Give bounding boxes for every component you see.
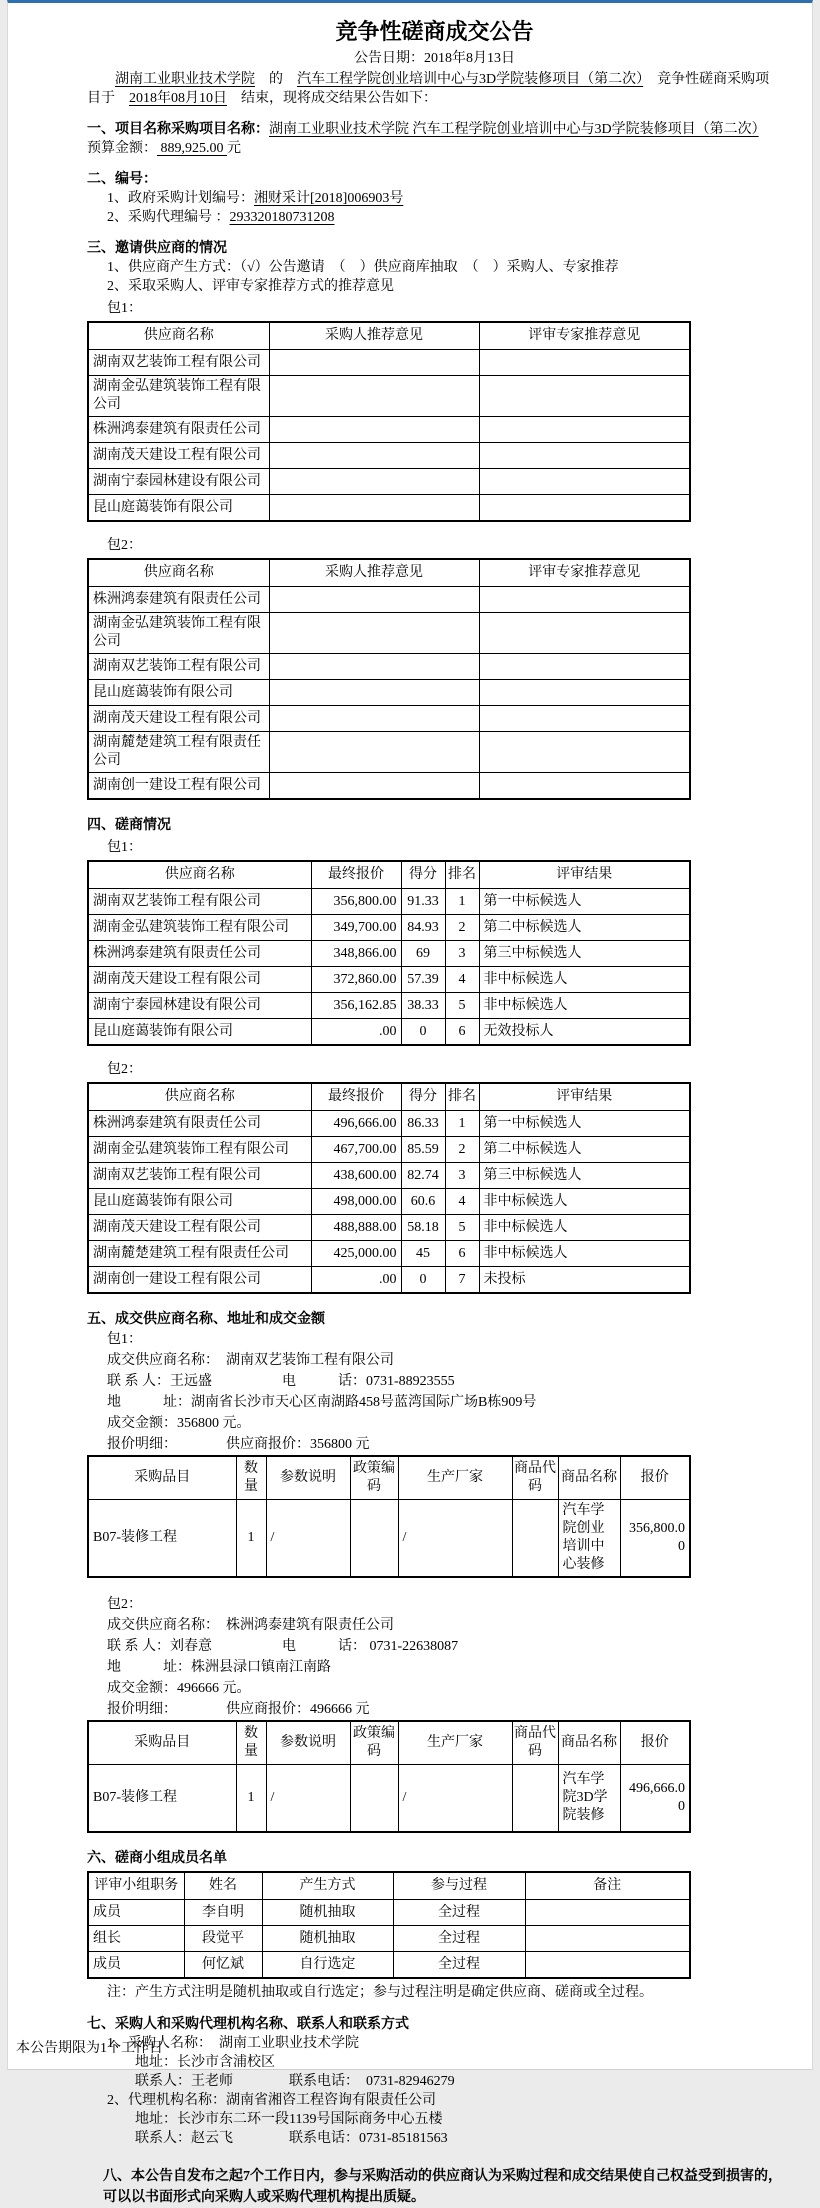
column-header: 产生方式 (262, 1872, 393, 1900)
product-code-cell (512, 1765, 558, 1833)
rank-cell: 4 (445, 1189, 479, 1215)
contact-line: 地址：长沙市东二环一段1139号国际商务中心五楼 (107, 2112, 443, 2127)
process-cell: 全过程 (393, 1900, 525, 1926)
award-bao1-supplier-line: 成交供应商名称： 湖南双艺装饰工程有限公司 (107, 1353, 394, 1368)
param-cell: / (266, 1500, 350, 1578)
purchaser-opinion-cell (269, 417, 479, 443)
expert-opinion-cell (479, 654, 690, 680)
expert-opinion-cell (479, 773, 690, 800)
final-price-cell: 467,700.00 (311, 1137, 401, 1163)
table-row (88, 587, 690, 613)
role-cell: 组长 (88, 1926, 184, 1952)
column-header: 参与过程 (393, 1872, 525, 1900)
section1-heading: 一、项目名称采购项目名称： (87, 122, 269, 137)
column-header: 评审专家推荐意见 (479, 559, 690, 587)
method-cell: 随机抽取 (262, 1900, 393, 1926)
table-row (88, 350, 690, 376)
award-bao1-contact-line: 联 系 人：王远盛 电 话：0731-88923555 (107, 1374, 455, 1389)
negotiation-bao2-label: 包2： (107, 1062, 142, 1077)
announce-date-line: 公告日期：2018年8月13日 (354, 51, 515, 66)
table-row (88, 417, 690, 443)
table-row (88, 654, 690, 680)
supplier-name-cell: 湖南双艺装饰工程有限公司 (88, 1163, 311, 1189)
agent-number-label: 2、采购代理编号 ： (107, 210, 230, 225)
table-row (88, 443, 690, 469)
supplier-name-cell: 湖南金弘建筑装饰工程有限公司 (88, 1137, 311, 1163)
purchaser-opinion-cell (269, 376, 479, 417)
table-row (88, 706, 690, 732)
review-result-cell: 无效投标人 (479, 1019, 690, 1046)
award-bao1-amount-line: 成交金额：356800 元。 (107, 1416, 251, 1431)
review-result-cell: 未投标 (479, 1267, 690, 1294)
table-row (88, 613, 690, 654)
supplier-name-cell: 株洲鸿泰建筑有限责任公司 (88, 941, 311, 967)
policy-code-cell (350, 1765, 398, 1833)
negotiation-bao1-label: 包1： (107, 840, 142, 855)
award-bao2-supplier-line: 成交供应商名称： 株洲鸿泰建筑有限责任公司 (107, 1618, 394, 1633)
buyer-name: 湖南工业职业技术学院 (115, 72, 255, 87)
section6-heading: 六、磋商小组成员名单 (87, 1851, 227, 1866)
expert-opinion-cell (479, 680, 690, 706)
invite-table-header-row (88, 559, 690, 587)
column-header: 采购品目 (88, 1456, 236, 1500)
supplier-name-cell: 湖南双艺装饰工程有限公司 (88, 350, 269, 376)
award-bao1-item-table (87, 1455, 691, 1578)
negotiation-bao1-body (88, 889, 690, 1046)
contact-line: 联系人：王老师 联系电话： 0731-82946279 (107, 2074, 455, 2089)
contact-line: 1、采购人名称： 湖南工业职业技术学院 (107, 2036, 359, 2051)
column-header: 评审专家推荐意见 (479, 322, 690, 350)
supplier-name-cell: 湖南麓楚建筑工程有限责任公司 (88, 732, 269, 773)
invite-bao1-table (87, 321, 691, 522)
negotiation-table-header-row (88, 1083, 690, 1111)
purchaser-opinion-cell (269, 443, 479, 469)
contact-line: 2、代理机构名称：湖南省湘咨工程咨询有限责任公司 (107, 2093, 436, 2108)
award-bao1-address-line: 地 址：湖南省长沙市天心区南湖路458号蓝湾国际广场B栋909号 (107, 1395, 537, 1410)
score-cell: 82.74 (401, 1163, 445, 1189)
table-row (88, 1500, 690, 1578)
supplier-name-cell: 湖南金弘建筑装饰工程有限公司 (88, 613, 269, 654)
award-bao2-label: 包2： (107, 1597, 142, 1612)
review-result-cell: 第一中标候选人 (479, 889, 690, 915)
recommend-opinion-line: 2、采取采购人、评审专家推荐方式的推荐意见 (107, 279, 394, 294)
review-result-cell: 非中标候选人 (479, 1215, 690, 1241)
score-cell: 58.18 (401, 1215, 445, 1241)
table-row (88, 941, 690, 967)
column-header: 政策编码 (350, 1456, 398, 1500)
review-result-cell: 第二中标候选人 (479, 915, 690, 941)
section7-heading: 七、采购人和采购代理机构名称、联系人和联系方式 (87, 2017, 409, 2032)
section5-heading: 五、成交供应商名称、地址和成交金额 (87, 1312, 325, 1327)
purchaser-opinion-cell (269, 680, 479, 706)
final-price-cell: 356,162.85 (311, 993, 401, 1019)
table-row (88, 376, 690, 417)
item-table-header-row (88, 1456, 690, 1500)
table-row (88, 1163, 690, 1189)
table-row (88, 1926, 690, 1952)
table-row (88, 889, 690, 915)
column-header: 排名 (445, 1083, 479, 1111)
expert-opinion-cell (479, 376, 690, 417)
column-header: 供应商名称 (88, 322, 269, 350)
score-cell: 38.33 (401, 993, 445, 1019)
review-result-cell: 第二中标候选人 (479, 1137, 690, 1163)
table-row (88, 1189, 690, 1215)
supplier-name-cell: 株洲鸿泰建筑有限责任公司 (88, 417, 269, 443)
purchaser-opinion-cell (269, 706, 479, 732)
score-cell: 0 (401, 1019, 445, 1046)
column-header: 报价 (620, 1456, 690, 1500)
score-cell: 86.33 (401, 1111, 445, 1137)
committee-body (88, 1900, 690, 1979)
score-cell: 0 (401, 1267, 445, 1294)
member-name-cell: 何忆斌 (184, 1952, 262, 1979)
review-result-cell: 非中标候选人 (479, 1189, 690, 1215)
contact-line: 地址：长沙市含浦校区 (107, 2055, 275, 2070)
product-name-cell: 汽车学院创业培训中心装修 (558, 1500, 620, 1578)
contact-line: 联系人：赵云飞 联系电话：0731-85181563 (107, 2131, 448, 2146)
budget-label: 预算金额： (87, 122, 787, 156)
purchaser-opinion-cell (269, 613, 479, 654)
final-price-cell: 498,000.00 (311, 1189, 401, 1215)
rank-cell: 1 (445, 1111, 479, 1137)
agent-number-value: 293320180731208 (229, 210, 335, 225)
column-header: 评审结果 (479, 1083, 690, 1111)
column-header: 商品名称 (558, 1456, 620, 1500)
column-header: 供应商名称 (88, 559, 269, 587)
intro-paragraph (87, 70, 782, 108)
supplier-name-cell: 湖南创一建设工程有限公司 (88, 1267, 311, 1294)
product-code-cell (512, 1500, 558, 1578)
supplier-name-cell: 湖南金弘建筑装饰工程有限公司 (88, 915, 311, 941)
table-row (88, 773, 690, 800)
purchaser-opinion-cell (269, 350, 479, 376)
column-header: 评审小组职务 (88, 1872, 184, 1900)
table-row (88, 1137, 690, 1163)
table-row (88, 1215, 690, 1241)
table-row (88, 495, 690, 522)
column-header: 排名 (445, 861, 479, 889)
score-cell: 45 (401, 1241, 445, 1267)
column-header: 最终报价 (311, 1083, 401, 1111)
rank-cell: 7 (445, 1267, 479, 1294)
score-cell: 69 (401, 941, 445, 967)
section4-heading: 四、磋商情况 (87, 818, 171, 833)
column-header: 备注 (525, 1872, 690, 1900)
announcement-period-note: 本公告期限为1个工作日 (16, 2041, 163, 2056)
award-bao1-label: 包1： (107, 1332, 142, 1347)
column-header: 参数说明 (266, 1721, 350, 1765)
purchaser-opinion-cell (269, 495, 479, 522)
column-header: 姓名 (184, 1872, 262, 1900)
negotiation-table-header-row (88, 861, 690, 889)
invite-bao1-body (88, 350, 690, 522)
column-header: 最终报价 (311, 861, 401, 889)
final-price-cell: 356,800.00 (311, 889, 401, 915)
table-row (88, 1267, 690, 1294)
score-cell: 85.59 (401, 1137, 445, 1163)
expert-opinion-cell (479, 350, 690, 376)
award-bao2-contact-line: 联 系 人：刘春意 电 话： 0731-22638087 (107, 1639, 459, 1654)
column-header: 参数说明 (266, 1456, 350, 1500)
table-row (88, 1019, 690, 1046)
plan-number-value: 湘财采计[2018]006903号 (254, 191, 404, 206)
award-bao2-amount-line: 成交金额：496666 元。 (107, 1681, 251, 1696)
section8-paragraph: 八、本公告自发布之起7个工作日内，参与采购活动的供应商认为采购过程和成交结果使自己权益受到损害的，可以以书面形式向采购人或采购代理机构提出质疑。 (103, 2169, 782, 2205)
column-header: 采购品目 (88, 1721, 236, 1765)
expert-opinion-cell (479, 706, 690, 732)
score-cell: 84.93 (401, 915, 445, 941)
supplier-name-cell: 湖南麓楚建筑工程有限责任公司 (88, 1241, 311, 1267)
policy-code-cell (350, 1500, 398, 1578)
final-price-cell: 425,000.00 (311, 1241, 401, 1267)
negotiation-bao1-table (87, 860, 691, 1046)
table-row (88, 469, 690, 495)
announcement-page (7, 0, 813, 2205)
supplier-name-cell: 昆山庭蔼装饰有限公司 (88, 1189, 311, 1215)
rank-cell: 6 (445, 1019, 479, 1046)
table-row (88, 1952, 690, 1979)
supplier-name-cell: 湖南茂天建设工程有限公司 (88, 443, 269, 469)
supplier-name-cell: 湖南茂天建设工程有限公司 (88, 1215, 311, 1241)
table-row (88, 1765, 690, 1833)
project-name: 汽车工程学院创业培训中心与3D学院装修项目（第二次） (297, 72, 644, 87)
member-name-cell: 段觉平 (184, 1926, 262, 1952)
intro-connector-1: 的 (255, 72, 297, 87)
supplier-source-line: 1、供应商产生方式：（√）公告邀请 （ ）供应商库抽取 （ ）采购人、专家推荐 (107, 260, 619, 275)
column-header: 商品代码 (512, 1721, 558, 1765)
qty-cell: 1 (236, 1765, 266, 1833)
section2-heading: 二、编号： (87, 172, 157, 187)
score-cell: 57.39 (401, 967, 445, 993)
end-date: 2018年08月10日 (129, 91, 227, 106)
rank-cell: 6 (445, 1241, 479, 1267)
budget-unit: 元 (227, 141, 241, 156)
supplier-name-cell: 湖南创一建设工程有限公司 (88, 773, 269, 800)
column-header: 生产厂家 (398, 1456, 512, 1500)
rank-cell: 4 (445, 967, 479, 993)
rank-cell: 3 (445, 941, 479, 967)
table-row (88, 915, 690, 941)
plan-number-line (107, 189, 782, 208)
final-price-cell: .00 (311, 1019, 401, 1046)
expert-opinion-cell (479, 443, 690, 469)
review-result-cell: 第一中标候选人 (479, 1111, 690, 1137)
purchaser-opinion-cell (269, 654, 479, 680)
expert-opinion-cell (479, 613, 690, 654)
price-cell: 356,800.00 (620, 1500, 690, 1578)
document-body (8, 3, 812, 2208)
purchaser-opinion-cell (269, 732, 479, 773)
expert-opinion-cell (479, 495, 690, 522)
purchaser-opinion-cell (269, 469, 479, 495)
item-cell: B07-装修工程 (88, 1500, 236, 1578)
table-row (88, 680, 690, 706)
intro-connector-2: 竞争性磋商采购项目于 (87, 72, 770, 106)
member-name-cell: 李自明 (184, 1900, 262, 1926)
column-header: 得分 (401, 1083, 445, 1111)
award-bao1-detail-line: 报价明细： 供应商报价：356800 元 (107, 1437, 370, 1452)
item-table-header-row (88, 1721, 690, 1765)
supplier-name-cell: 湖南茂天建设工程有限公司 (88, 967, 311, 993)
expert-opinion-cell (479, 732, 690, 773)
section1-paragraph (87, 120, 787, 158)
expert-opinion-cell (479, 469, 690, 495)
column-header: 供应商名称 (88, 861, 311, 889)
review-result-cell: 第三中标候选人 (479, 941, 690, 967)
invite-bao2-table (87, 558, 691, 800)
award-bao2-address-line: 地 址：株洲县渌口镇南江南路 (107, 1660, 331, 1675)
supplier-name-cell: 湖南宁泰园林建设有限公司 (88, 993, 311, 1019)
final-price-cell: 372,860.00 (311, 967, 401, 993)
price-cell: 496,666.00 (620, 1765, 690, 1833)
award-bao2-item-table (87, 1720, 691, 1833)
column-header: 采购人推荐意见 (269, 322, 479, 350)
product-name-cell: 汽车学院3D学院装修 (558, 1765, 620, 1833)
budget-amount: 889,925.00 (157, 141, 227, 156)
invite-table-header-row (88, 322, 690, 350)
section3-heading: 三、邀请供应商的情况 (87, 241, 227, 256)
column-header: 生产厂家 (398, 1721, 512, 1765)
process-cell: 全过程 (393, 1926, 525, 1952)
review-result-cell: 非中标候选人 (479, 967, 690, 993)
role-cell: 成员 (88, 1952, 184, 1979)
rank-cell: 2 (445, 1137, 479, 1163)
column-header: 供应商名称 (88, 1083, 311, 1111)
supplier-name-cell: 湖南双艺装饰工程有限公司 (88, 654, 269, 680)
column-header: 得分 (401, 861, 445, 889)
table-row (88, 993, 690, 1019)
remark-cell (525, 1952, 690, 1979)
column-header: 数量 (236, 1721, 266, 1765)
invite-bao2-body (88, 587, 690, 800)
column-header: 商品代码 (512, 1456, 558, 1500)
committee-table-header-row (88, 1872, 690, 1900)
negotiation-bao2-table (87, 1082, 691, 1294)
method-cell: 自行选定 (262, 1952, 393, 1979)
supplier-name-cell: 株洲鸿泰建筑有限责任公司 (88, 587, 269, 613)
column-header: 报价 (620, 1721, 690, 1765)
column-header: 商品名称 (558, 1721, 620, 1765)
supplier-name-cell: 昆山庭蔼装饰有限公司 (88, 1019, 311, 1046)
process-cell: 全过程 (393, 1952, 525, 1979)
rank-cell: 3 (445, 1163, 479, 1189)
role-cell: 成员 (88, 1900, 184, 1926)
invite-bao2-label: 包2： (107, 538, 142, 553)
method-cell: 随机抽取 (262, 1926, 393, 1952)
intro-tail: 结束，现将成交结果公告如下： (227, 91, 437, 106)
contacts-block (107, 2034, 782, 2148)
agent-number-line (107, 208, 782, 227)
page-title: 竞争性磋商成交公告 (335, 19, 534, 44)
expert-opinion-cell (479, 587, 690, 613)
plan-number-label: 1、政府采购计划编号： (107, 191, 254, 206)
final-price-cell: 488,888.00 (311, 1215, 401, 1241)
purchaser-opinion-cell (269, 587, 479, 613)
item-cell: B07-装修工程 (88, 1765, 236, 1833)
score-cell: 60.6 (401, 1189, 445, 1215)
section1-project-name: 湖南工业职业技术学院 汽车工程学院创业培训中心与3D学院装修项目（第二次） (269, 122, 759, 137)
maker-cell: / (398, 1765, 512, 1833)
supplier-name-cell: 湖南双艺装饰工程有限公司 (88, 889, 311, 915)
table-row (88, 1241, 690, 1267)
supplier-name-cell: 株洲鸿泰建筑有限责任公司 (88, 1111, 311, 1137)
table-row (88, 732, 690, 773)
final-price-cell: 349,700.00 (311, 915, 401, 941)
table-row (88, 1900, 690, 1926)
review-result-cell: 非中标候选人 (479, 993, 690, 1019)
rank-cell: 2 (445, 915, 479, 941)
column-header: 评审结果 (479, 861, 690, 889)
review-result-cell: 第三中标候选人 (479, 1163, 690, 1189)
score-cell: 91.33 (401, 889, 445, 915)
supplier-name-cell: 昆山庭蔼装饰有限公司 (88, 495, 269, 522)
invite-bao1-label: 包1： (107, 301, 142, 316)
column-header: 采购人推荐意见 (269, 559, 479, 587)
review-result-cell: 非中标候选人 (479, 1241, 690, 1267)
maker-cell: / (398, 1500, 512, 1578)
final-price-cell: 348,866.00 (311, 941, 401, 967)
committee-note: 注：产生方式注明是随机抽取或自行选定；参与过程注明是确定供应商、磋商或全过程。 (107, 1985, 653, 2000)
qty-cell: 1 (236, 1500, 266, 1578)
purchaser-opinion-cell (269, 773, 479, 800)
rank-cell: 5 (445, 993, 479, 1019)
rank-cell: 1 (445, 889, 479, 915)
supplier-name-cell: 湖南金弘建筑装饰工程有限公司 (88, 376, 269, 417)
table-row (88, 967, 690, 993)
rank-cell: 5 (445, 1215, 479, 1241)
expert-opinion-cell (479, 417, 690, 443)
final-price-cell: 438,600.00 (311, 1163, 401, 1189)
column-header: 数量 (236, 1456, 266, 1500)
remark-cell (525, 1926, 690, 1952)
committee-table (87, 1871, 691, 1979)
supplier-name-cell: 昆山庭蔼装饰有限公司 (88, 680, 269, 706)
remark-cell (525, 1900, 690, 1926)
table-row (88, 1111, 690, 1137)
negotiation-bao2-body (88, 1111, 690, 1294)
column-header: 政策编码 (350, 1721, 398, 1765)
param-cell: / (266, 1765, 350, 1833)
supplier-name-cell: 湖南宁泰园林建设有限公司 (88, 469, 269, 495)
final-price-cell: .00 (311, 1267, 401, 1294)
award-bao2-detail-line: 报价明细： 供应商报价：496666 元 (107, 1702, 370, 1717)
final-price-cell: 496,666.00 (311, 1111, 401, 1137)
supplier-name-cell: 湖南茂天建设工程有限公司 (88, 706, 269, 732)
